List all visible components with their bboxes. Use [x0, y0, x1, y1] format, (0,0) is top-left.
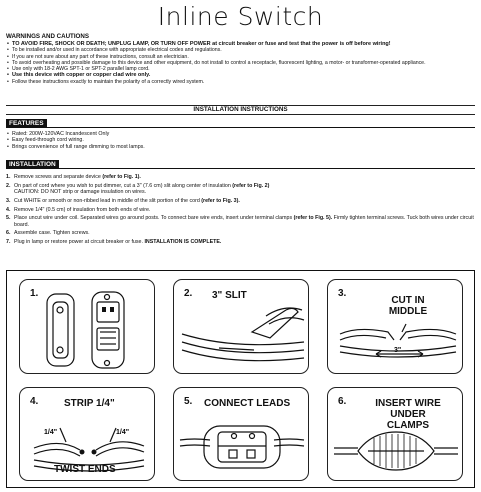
warning-item: • To be installed and/or used in accordance with appropriate electrical codes and regulations.: [6, 47, 476, 53]
step-item: 2. On part of cord where you wish to put dimmer, cut a 3" (7.6 cm) slit along center of insulation (refer to Fig. 2) CAUTION: DO NOT strip or damage insulation on wires.: [6, 183, 476, 195]
figure-number: 6.: [338, 396, 347, 407]
insert-wire-illustration: [328, 388, 464, 482]
warning-item: • To avoid overheating and possible damage to this device and other equipment, do not install to control a receptacle, fluorescent lighting, a motor- or transformer-operated appliance.: [6, 60, 476, 66]
feature-item: • Easy feed-through cord wiring.: [6, 137, 466, 143]
step-item: 3. Cut WHITE or smooth or non-ribbed lead in middle of the slit portion of the cord (refer to Fig. 3).: [6, 197, 240, 204]
figure-6-panel: [327, 387, 463, 481]
warnings-heading: WARNINGS AND CAUTIONS: [6, 33, 89, 40]
figure-sublabel: TWIST ENDS: [54, 464, 116, 475]
warning-item: • Follow these instructions exactly to maintain the polarity of a correctly wired system.: [6, 79, 476, 85]
dimension-label: 3": [394, 347, 402, 354]
figure-number: 2.: [184, 288, 193, 299]
feature-item: • Brings convenience of full range dimming to most lamps.: [6, 144, 466, 150]
step-item: 6. Assemble case. Tighten screws.: [6, 230, 90, 237]
figure-label: CONNECT LEADS: [204, 398, 291, 409]
installation-steps: [6, 174, 476, 248]
dimension-label: 1/4": [44, 429, 58, 436]
cut-cord-illustration: [328, 280, 464, 375]
figure-5-panel: [173, 387, 309, 481]
feature-item: • Rated: 200W-120VAC Incandescent Only: [6, 131, 466, 137]
connect-leads-illustration: [174, 388, 310, 482]
slit-cord-illustration: [174, 280, 310, 375]
figure-label: 3" SLIT: [212, 290, 247, 301]
warnings-list: [6, 41, 476, 85]
features-heading: FEATURES: [6, 119, 47, 128]
step-item: 4. Remove 1/4" (0.5 cm) of insulation from both ends of wire.: [6, 206, 151, 213]
figure-label: STRIP 1/4": [64, 398, 115, 409]
caution-text: CAUTION: DO NOT strip or damage insulation on wires.: [14, 189, 147, 195]
step-item: 7. Plug in lamp or restore power at circuit breaker or fuse. INSTALLATION IS COMPLETE.: [6, 239, 222, 246]
step-item: 1. Remove screws and separate device (refer to Fig. 1).: [6, 174, 141, 180]
warning-item: • TO AVOID FIRE, SHOCK OR DEATH; UNPLUG LAMP, OR TURN OFF POWER at circuit breaker or fuse and test that the power is off before wiring!: [6, 41, 476, 47]
page-title: Inline Switch: [157, 2, 324, 31]
figure-number: 5.: [184, 396, 193, 407]
installation-heading: INSTALLATION: [6, 160, 59, 169]
figure-number: 3.: [338, 288, 347, 299]
step-item: 5. Place uncut wire under coil. Separated wires go around posts. To connect bare wire ends, insert under terminal clamps (refer to Fig. 5). Firmly tighten terminal screws. Tuck both wires under circuit board.: [6, 215, 474, 228]
figure-number: 1.: [30, 288, 39, 299]
features-rule: [6, 127, 475, 128]
figure-4-panel: [19, 387, 155, 481]
figures-frame: [6, 270, 475, 488]
warning-item: • Use this device with copper or copper clad wire only.: [6, 72, 476, 78]
strip-wire-illustration: [20, 388, 156, 482]
installation-rule: [6, 168, 475, 169]
figure-2-panel: [173, 279, 309, 374]
warning-item: • Use only with 18-2 AWG SPT-1 or SPT-2 parallel lamp cord.: [6, 66, 476, 72]
figure-label: CUT IN MIDDLE: [388, 295, 428, 317]
warnings-section: [6, 33, 476, 85]
warning-item: • If you are not sure about any part of these instructions, consult an electrician.: [6, 54, 476, 60]
installation-instructions-heading: INSTALLATION INSTRUCTIONS: [6, 105, 475, 115]
figure-1-panel: [19, 279, 155, 374]
features-list: [6, 131, 466, 150]
figure-number: 4.: [30, 396, 39, 407]
figure-3-panel: [327, 279, 463, 374]
device-open-illustration: [20, 280, 156, 375]
dimension-label: 1/4": [116, 429, 130, 436]
figure-label: INSERT WIRE UNDER CLAMPS: [375, 398, 441, 431]
